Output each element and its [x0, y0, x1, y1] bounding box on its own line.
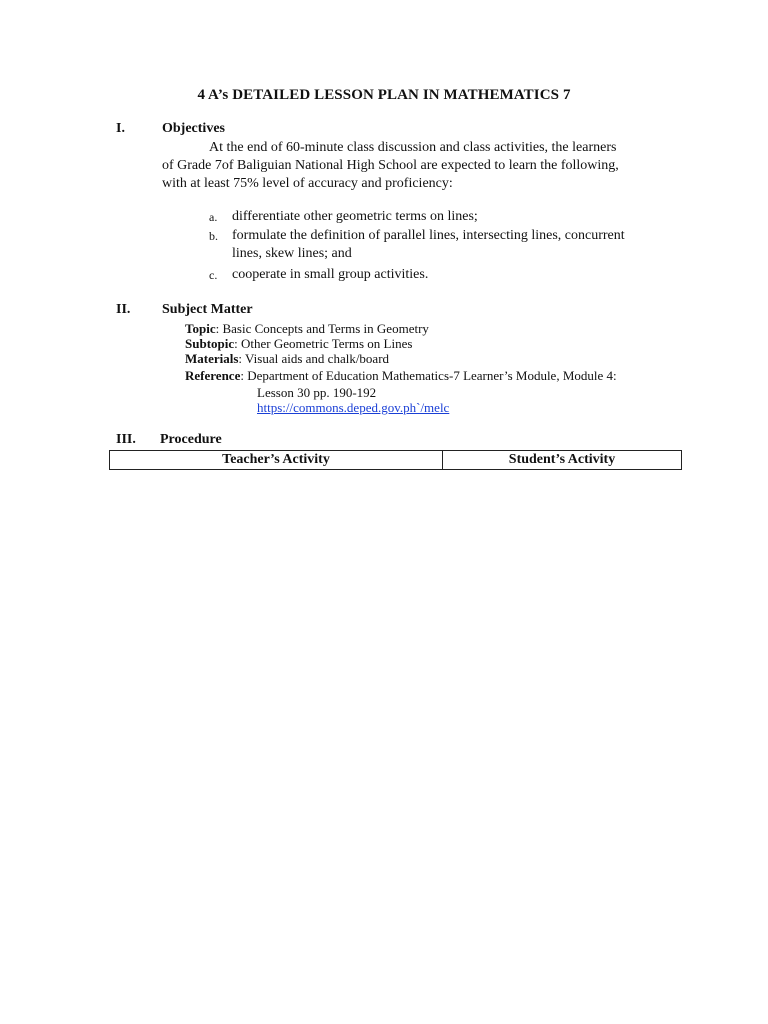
subject-reference-line [185, 368, 617, 383]
teacher-activity-header: Teacher’s Activity [110, 451, 443, 470]
reference-line-2: Lesson 30 pp. 190-192 [257, 385, 377, 400]
subtopic-label: Subtopic [185, 336, 235, 351]
objective-b-marker: b. [209, 229, 218, 243]
objective-c-marker: c. [209, 268, 218, 282]
objectives-intro-line-3: with at least 75% level of accuracy and proficiency: [162, 176, 453, 191]
subject-subtopic-line [185, 336, 412, 351]
materials-value: : Visual aids and chalk/board [238, 351, 390, 366]
procedure-table [109, 450, 682, 470]
subject-materials-line [185, 351, 389, 366]
reference-value: : Department of Education Mathematics-7 Learner’s Module, Module 4: [240, 368, 617, 383]
objective-b-text-line-2: lines, skew lines; and [232, 246, 352, 261]
objectives-intro-line-2: of Grade 7of Baliguian National High School are expected to learn the following, [162, 158, 619, 173]
procedure-table-header-row [110, 451, 682, 470]
objective-a-text: differentiate other geometric terms on lines; [232, 209, 478, 224]
subject-topic-line [185, 321, 429, 336]
student-activity-header: Student’s Activity [443, 451, 682, 470]
topic-label: Topic [185, 321, 216, 336]
objectives-intro-line-1: At the end of 60-minute class discussion and class activities, the learners [209, 140, 617, 155]
materials-label: Materials [185, 351, 239, 366]
section-objectives-heading: Objectives [162, 121, 225, 136]
objective-a-marker: a. [209, 210, 218, 224]
objective-c-text: cooperate in small group activities. [232, 267, 429, 282]
subtopic-value: : Other Geometric Terms on Lines [234, 336, 413, 351]
section-procedure-heading: Procedure [160, 432, 222, 447]
section-subject-matter-heading: Subject Matter [162, 302, 253, 317]
section-subject-matter-number: II. [116, 302, 131, 317]
reference-label: Reference [185, 368, 241, 383]
objective-b-text-line-1: formulate the definition of parallel lines, intersecting lines, concurrent [232, 228, 625, 243]
section-objectives-number: I. [116, 121, 125, 136]
section-procedure-number: III. [116, 432, 136, 447]
page-title: 4 A’s DETAILED LESSON PLAN IN MATHEMATICS 7 [197, 87, 571, 103]
topic-value: : Basic Concepts and Terms in Geometry [215, 321, 429, 336]
reference-link[interactable]: https://commons.deped.gov.ph`/melc [257, 400, 450, 415]
